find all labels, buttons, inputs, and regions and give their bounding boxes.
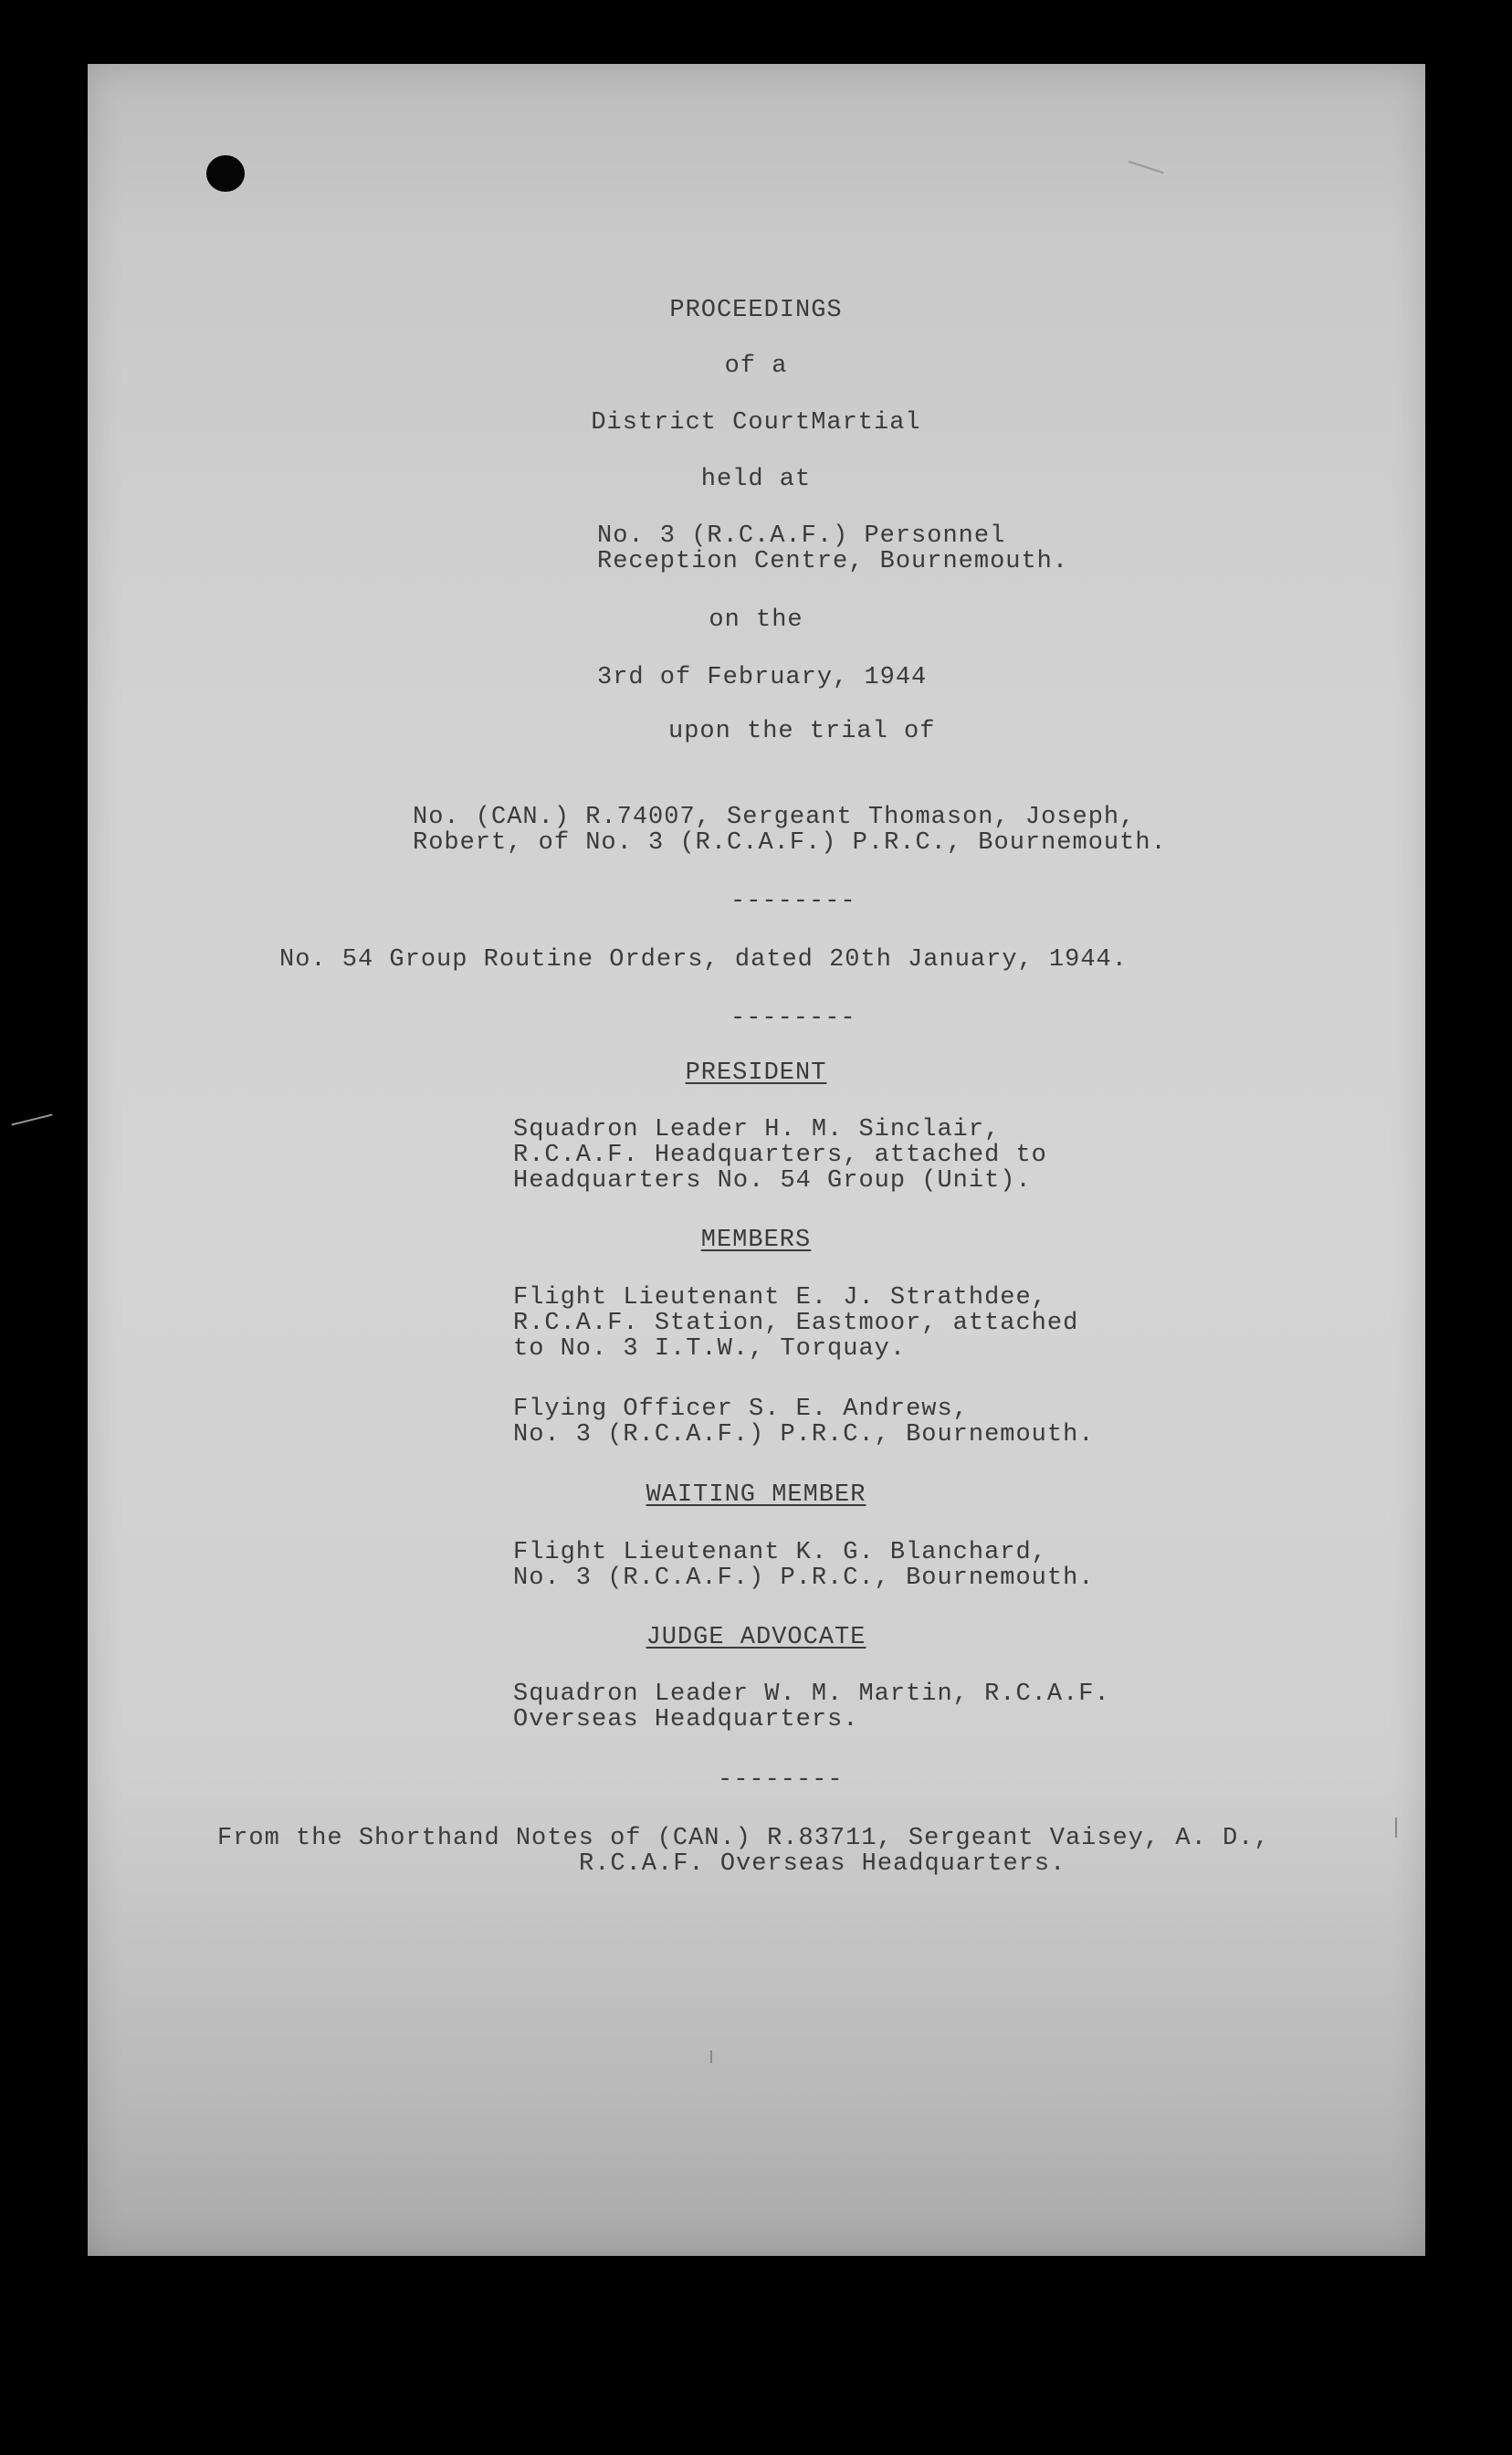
president-line: R.C.A.F. Headquarters, attached to [513,1142,1047,1169]
header-line: upon the trial of [668,718,936,745]
member-line: R.C.A.F. Station, Eastmoor, attached [513,1310,1079,1337]
shorthand-notes-line: From the Shorthand Notes of (CAN.) R.83711, Sergeant Vaisey, A. D., [217,1825,1270,1852]
waiting-member-heading: WAITING MEMBER [646,1481,866,1509]
header-line: on the [709,606,803,634]
accused-line: No. (CAN.) R.74007, Sergeant Thomason, Joseph, [413,804,1136,831]
accused-line: Robert, of No. 3 (R.C.A.F.) P.R.C., Bournemouth. [413,829,1167,857]
header-line: held at [700,466,812,493]
scan-mark [11,1113,52,1125]
president-heading: PRESIDENT [685,1059,827,1087]
member-line: to No. 3 I.T.W., Torquay. [513,1335,907,1363]
header-line: of a [724,353,788,380]
location-line: Reception Centre, Bournemouth. [597,548,1069,575]
member-line: Flight Lieutenant E. J. Strathdee, [513,1284,1047,1312]
header-line: District CourtMartial [591,409,921,437]
president-line: Headquarters No. 54 Group (Unit). [513,1167,1032,1195]
judge-advocate-line: Overseas Headquarters. [513,1706,859,1733]
waiting-member-line: No. 3 (R.C.A.F.) P.R.C., Bournemouth. [513,1565,1095,1592]
separator: -------- [718,1766,844,1794]
convening-orders: No. 54 Group Routine Orders, dated 20th January, 1944. [279,946,1128,974]
scan-mark [710,2050,712,2063]
members-heading: MEMBERS [700,1227,812,1254]
punch-hole [206,155,245,192]
location-line: No. 3 (R.C.A.F.) Personnel [597,522,1006,550]
document-title: PROCEEDINGS [669,297,843,324]
separator: -------- [730,888,856,915]
scan-mark [1395,1818,1397,1838]
judge-advocate-line: Squadron Leader W. M. Martin, R.C.A.F. [513,1681,1110,1708]
separator: -------- [730,1005,856,1032]
judge-advocate-heading: JUDGE ADVOCATE [646,1624,866,1651]
member-line: Flying Officer S. E. Andrews, [513,1396,969,1423]
waiting-member-line: Flight Lieutenant K. G. Blanchard, [513,1539,1047,1566]
trial-date: 3rd of February, 1944 [597,664,928,691]
member-line: No. 3 (R.C.A.F.) P.R.C., Bournemouth. [513,1421,1095,1449]
shorthand-notes-line: R.C.A.F. Overseas Headquarters. [579,1850,1066,1878]
president-line: Squadron Leader H. M. Sinclair, [513,1116,1001,1143]
